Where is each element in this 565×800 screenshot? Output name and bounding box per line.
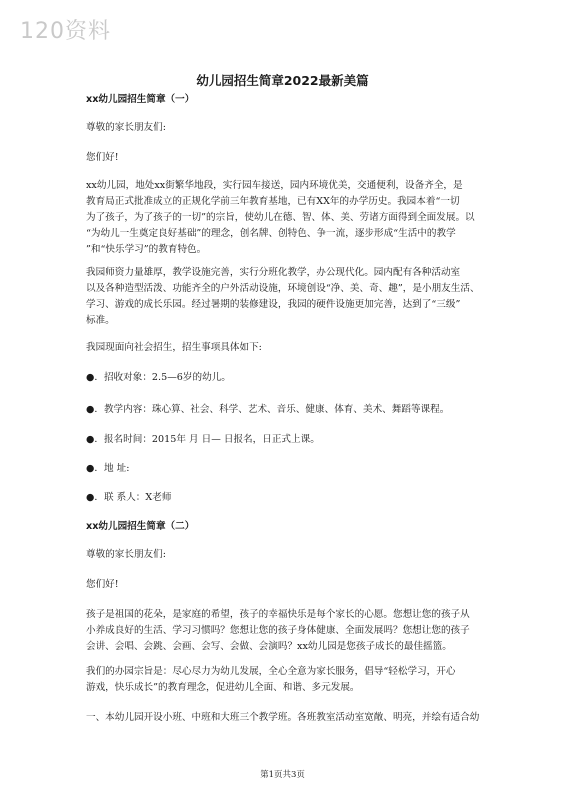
bullet-item: ●．地 址:	[86, 463, 130, 474]
para2-line: 游戏，快乐成长”的教育理念，促进幼儿全面、和谐、多元发展。	[86, 682, 360, 693]
section2-para1	[86, 607, 491, 655]
page-title: 幼儿园招生简章2022最新美篇	[196, 73, 369, 88]
section2-heading: xx幼儿园招生简章（二）	[86, 521, 195, 532]
facilities-line: 学习、游戏的成长乐园。经过暑期的装修建设，我园的硬件设施更加完善，达到了“三级”	[86, 299, 461, 310]
facilities-line: 以及各种造型活泼、功能齐全的户外活动设施，环境创设“净、美、奇、趣”，是小朋友生活、	[86, 283, 480, 294]
para1-line: 小养成良好的生活、学习习惯吗？您想让您的孩子身体健康、全面发展吗？您想让您的孩子	[86, 625, 470, 636]
facilities-line: 标准。	[86, 315, 115, 326]
page-footer: 第1页共3页	[260, 770, 305, 780]
section1-hello: 您们好!	[86, 152, 119, 163]
para3-line: 一、本幼儿园开设小班、中班和大班三个教学班。各班教室活动室宽敞、明亮，并绘有适合幼	[86, 712, 480, 723]
facilities-line: 我园师资力量雄厚，教学设施完善，实行分班化教学，办公现代化。园内配有各种活动室	[86, 267, 461, 278]
para1-line: 会讲、会唱、会跳、会画、会写、会做、会演吗？xx幼儿园是您孩子成长的最佳摇篮。	[86, 641, 452, 652]
bullet-item: ●．招收对象：2.5—6岁的幼儿。	[86, 372, 231, 383]
section1-intro	[86, 178, 491, 258]
intro-line: 教育局正式批准成立的正规化学前三年教育基地，已有XX年的办学历史。我园本着“一切	[86, 196, 460, 207]
intro-line: xx幼儿园，地处xx街繁华地段，实行园车接送，园内环境优美，交通便利，设备齐全，是	[86, 180, 463, 191]
section1-facilities	[86, 265, 491, 329]
intro-line: 为了孩子，为了孩子的一切”的宗旨，使幼儿在德、智、体、美、劳诸方面得到全面发展。以	[86, 212, 475, 223]
section1-heading: xx幼儿园招生简章（一）	[86, 94, 195, 105]
bullet-item: ●．报名时间：2015年 月 日— 日报名，日正式上课。	[86, 434, 320, 445]
para1-line: 孩子是祖国的花朵，是家庭的希望，孩子的幸福快乐是每个家长的心愿。您想让您的孩子从	[86, 609, 470, 620]
intro-line: “为幼儿一生奠定良好基础”的理念，创名牌、创特色、争一流，逐步形成“生活中的教学	[86, 228, 456, 239]
bullet-item: ●．教学内容：珠心算、社会、科学、艺术、音乐、健康、体育、美术、舞蹈等课程。	[86, 404, 450, 415]
section2-para3	[86, 710, 491, 726]
para2-line: 我们的办园宗旨是：尽心尽力为幼儿发展，全心全意为家长服务，倡导“轻松学习，开心	[86, 666, 456, 677]
section2-hello: 您们好!	[86, 579, 119, 590]
section2-greeting: 尊敬的家长朋友们:	[86, 549, 166, 560]
watermark: 120资料	[20, 19, 111, 44]
bullet-item: ●．联 系人：X老师	[86, 492, 172, 503]
section1-announce: 我园现面向社会招生，招生事项具体如下:	[86, 342, 262, 353]
section2-para2	[86, 664, 491, 696]
section1-greeting: 尊敬的家长朋友们:	[86, 122, 166, 133]
intro-line: ”和“快乐学习”的教育特色。	[86, 244, 207, 255]
